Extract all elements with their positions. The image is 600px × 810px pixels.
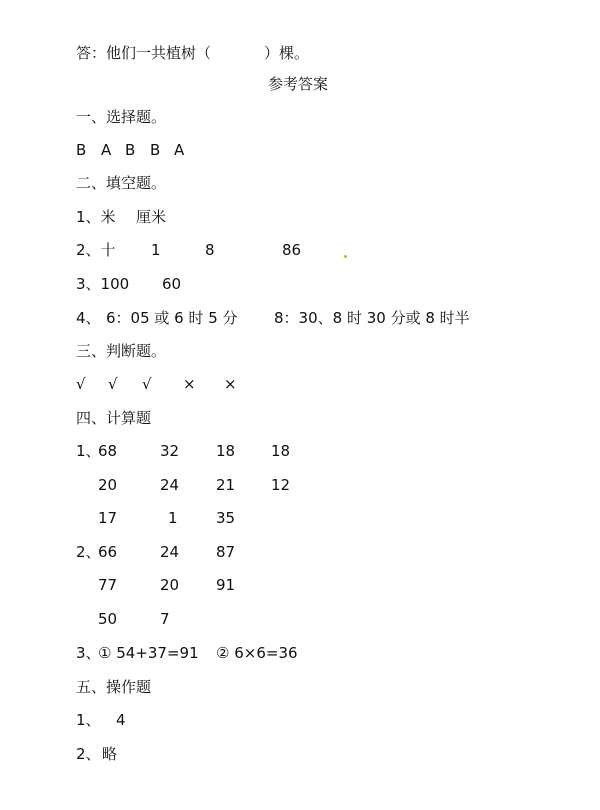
calc-value: 7 <box>160 610 170 628</box>
calc-value: 12 <box>271 476 291 494</box>
section-heading-judge: 三、判断题。 <box>76 342 167 360</box>
judge-mark: √ <box>108 375 118 393</box>
judge-mark: √ <box>76 375 86 393</box>
calc-q1-number: 1、 <box>76 442 101 460</box>
calc-q2-number: 2、 <box>76 543 101 561</box>
calc-value: 87 <box>216 543 236 561</box>
choice-answer: B <box>150 141 161 159</box>
calc-value: 18 <box>271 442 291 460</box>
answer-line-prefix: 答：他们一共植树（ <box>76 44 212 62</box>
calc-value: 68 <box>98 442 118 460</box>
calc-value: 50 <box>98 610 118 628</box>
fill-q4-answer: 6：05 或 6 时 5 分 <box>106 309 238 327</box>
judge-mark: √ <box>142 375 152 393</box>
judge-mark: × <box>224 375 237 393</box>
calc-value: 77 <box>98 576 118 594</box>
choice-answer: A <box>174 141 185 159</box>
calc-q3-number: 3、 <box>76 644 101 662</box>
fill-q2-answer: 8 <box>205 241 215 259</box>
calc-value: 17 <box>98 509 118 527</box>
section-heading-fill: 二、填空题。 <box>76 174 167 192</box>
fill-q1-answer: 厘米 <box>136 208 167 226</box>
calc-value: 1 <box>168 509 178 527</box>
choice-answer: B <box>125 141 136 159</box>
fill-q4-number: 4、 <box>76 309 101 327</box>
calc-value: 91 <box>216 576 236 594</box>
operate-q1-answer: 4 <box>116 711 126 729</box>
calc-value: 66 <box>98 543 118 561</box>
calc-value: 32 <box>160 442 180 460</box>
fill-q3-answer: 60 <box>162 275 182 293</box>
calc-value: 20 <box>160 576 180 594</box>
calc-value: 18 <box>216 442 236 460</box>
calc-value: 21 <box>216 476 236 494</box>
section-heading-operate: 五、操作题 <box>76 678 152 696</box>
section-heading-choice: 一、选择题。 <box>76 108 167 126</box>
fill-q1-number: 1、米 <box>76 208 116 226</box>
fill-q2-answer: 86 <box>282 241 302 259</box>
calc-expression: ② 6×6=36 <box>216 644 298 662</box>
operate-q2-answer: 略 <box>102 745 118 763</box>
calc-expression: ① 54+37=91 <box>98 644 199 662</box>
calc-value: 24 <box>160 543 180 561</box>
fill-q3-number: 3、100 <box>76 275 130 293</box>
calc-value: 24 <box>160 476 180 494</box>
judge-mark: × <box>183 375 196 393</box>
choice-answer: A <box>101 141 112 159</box>
answer-line-suffix: ）棵。 <box>264 44 310 62</box>
operate-q2-number: 2、 <box>76 745 101 763</box>
section-heading-calc: 四、计算题 <box>76 409 152 427</box>
operate-q1-number: 1、 <box>76 711 101 729</box>
fill-q4-answer: 8：30、8 时 30 分或 8 时半 <box>274 309 470 327</box>
calc-value: 35 <box>216 509 236 527</box>
calc-value: 20 <box>98 476 118 494</box>
choice-answer: B <box>76 141 87 159</box>
fill-q2-number: 2、十 <box>76 241 116 259</box>
fill-q2-answer: 1 <box>151 241 161 259</box>
stray-dot <box>344 255 347 258</box>
page-title: 参考答案 <box>268 75 329 93</box>
